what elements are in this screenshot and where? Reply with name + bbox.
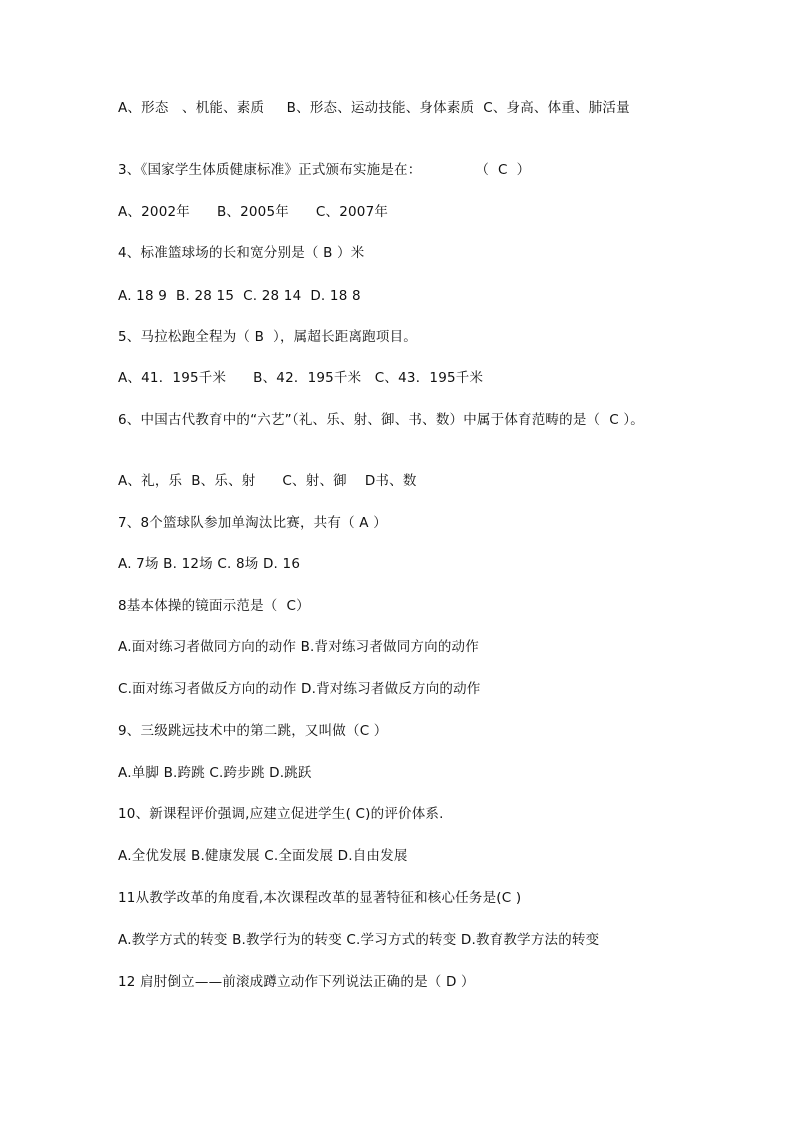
options-q8-ab: A.面对练习者做同方向的动作 B.背对练习者做同方向的动作 <box>118 639 479 655</box>
question-10: 10、新课程评价强调,应建立促进学生( C)的评价体系. <box>118 806 444 822</box>
question-12: 12 肩肘倒立——前滚成蹲立动作下列说法正确的是（ D ） <box>118 974 475 990</box>
options-q5: A、41．195千米 B、42．195千米 C、43．195千米 <box>118 370 484 386</box>
question-5: 5、马拉松跑全程为（ B ），属超长距离跑项目。 <box>118 329 417 345</box>
question-4: 4、标准篮球场的长和宽分别是（ B ）米 <box>118 245 365 261</box>
question-8: 8基本体操的镜面示范是（ C） <box>118 598 310 614</box>
question-7: 7、8个篮球队参加单淘汰比赛，共有（ A ） <box>118 515 387 531</box>
question-11: 11从教学改革的角度看,本次课程改革的显著特征和核心任务是(C ) <box>118 890 522 906</box>
options-q2: A、形态 、机能、素质 B、形态、运动技能、身体素质 C、身高、体重、肺活量 <box>118 100 630 116</box>
options-q6: A、礼，乐 B、乐、射 C、射、御 D书、数 <box>118 473 417 489</box>
options-q4: A. 18 9 B. 28 15 C. 28 14 D. 18 8 <box>118 288 361 304</box>
question-9: 9、三级跳远技术中的第二跳，又叫做（C ） <box>118 723 388 739</box>
question-3: 3、《国家学生体质健康标准》正式颁布实施是在： （ C ） <box>118 162 531 178</box>
options-q7: A. 7场 B. 12场 C. 8场 D. 16 <box>118 556 301 572</box>
options-q10: A.全优发展 B.健康发展 C.全面发展 D.自由发展 <box>118 848 408 864</box>
options-q11: A.教学方式的转变 B.教学行为的转变 C.学习方式的转变 D.教育教学方法的转变 <box>118 932 600 948</box>
question-6: 6、中国古代教育中的“六艺”（礼、乐、射、御、书、数）中属于体育范畴的是（ C ）。 <box>118 412 644 428</box>
options-q3: A、2002年 B、2005年 C、2007年 <box>118 204 389 220</box>
options-q9: A.单脚 B.跨跳 C.跨步跳 D.跳跃 <box>118 765 312 781</box>
options-q8-cd: C.面对练习者做反方向的动作 D.背对练习者做反方向的动作 <box>118 681 481 697</box>
